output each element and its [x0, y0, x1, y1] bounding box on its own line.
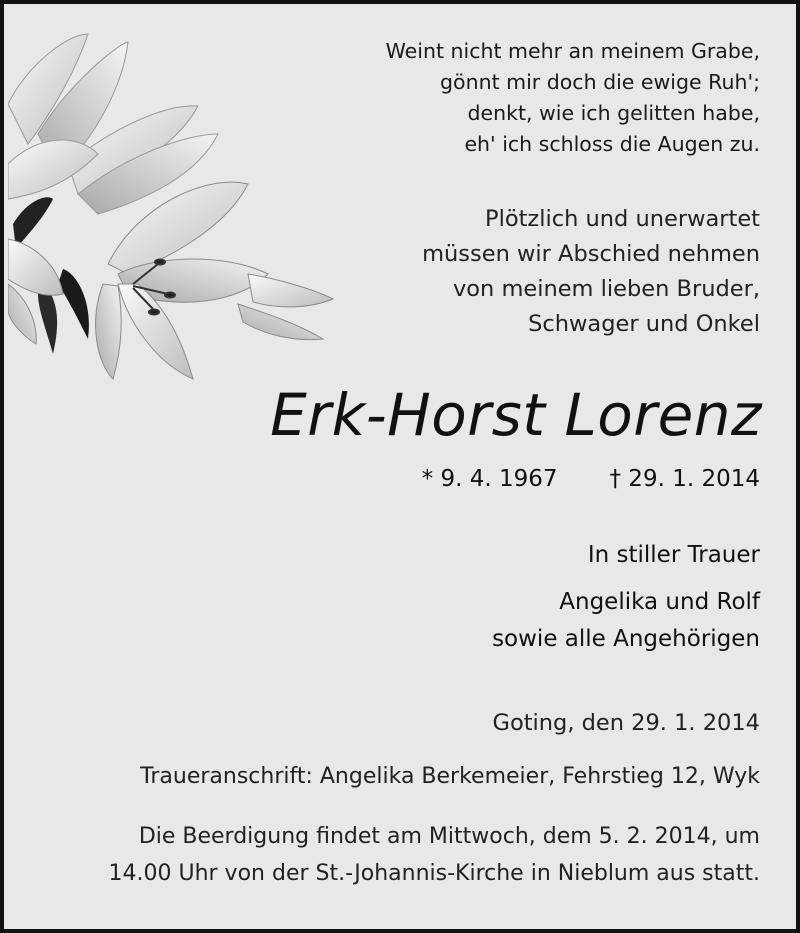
mourner-line: sowie alle Angehörigen — [492, 626, 760, 652]
announcement-text — [422, 202, 760, 342]
funeral-line: 14.00 Uhr von der St.-Johannis-Kirche in Nieblum aus statt. — [108, 861, 760, 886]
lily-flower-image — [8, 24, 338, 384]
mourners-list — [492, 584, 760, 658]
announcement-line: Schwager und Onkel — [528, 311, 760, 337]
poem-verse — [386, 36, 760, 160]
funeral-line: Die Beerdigung findet am Mittwoch, dem 5. 2. 2014, um — [138, 824, 760, 849]
birth-date: * 9. 4. 1967 — [421, 466, 558, 492]
death-date: † 29. 1. 2014 — [609, 466, 760, 492]
deceased-name: Erk-Horst Lorenz — [270, 381, 762, 449]
mourner-line: Angelika und Rolf — [559, 589, 760, 615]
poem-line: gönnt mir doch die ewige Ruh'; — [440, 70, 760, 94]
place-date: Goting, den 29. 1. 2014 — [492, 710, 760, 736]
poem-line: denkt, wie ich gelitten habe, — [467, 101, 760, 125]
mourning-address: Traueranschrift: Angelika Berkemeier, Fehrstieg 12, Wyk — [140, 764, 760, 789]
announcement-line: von meinem lieben Bruder, — [452, 276, 760, 302]
announcement-line: Plötzlich und unerwartet — [485, 206, 760, 232]
announcement-line: müssen wir Abschied nehmen — [422, 241, 760, 267]
funeral-info — [109, 818, 761, 892]
poem-line: eh' ich schloss die Augen zu. — [464, 132, 760, 156]
life-dates — [422, 462, 760, 496]
mourning-heading: In stiller Trauer — [587, 542, 760, 568]
poem-line: Weint nicht mehr an meinem Grabe, — [385, 39, 760, 63]
